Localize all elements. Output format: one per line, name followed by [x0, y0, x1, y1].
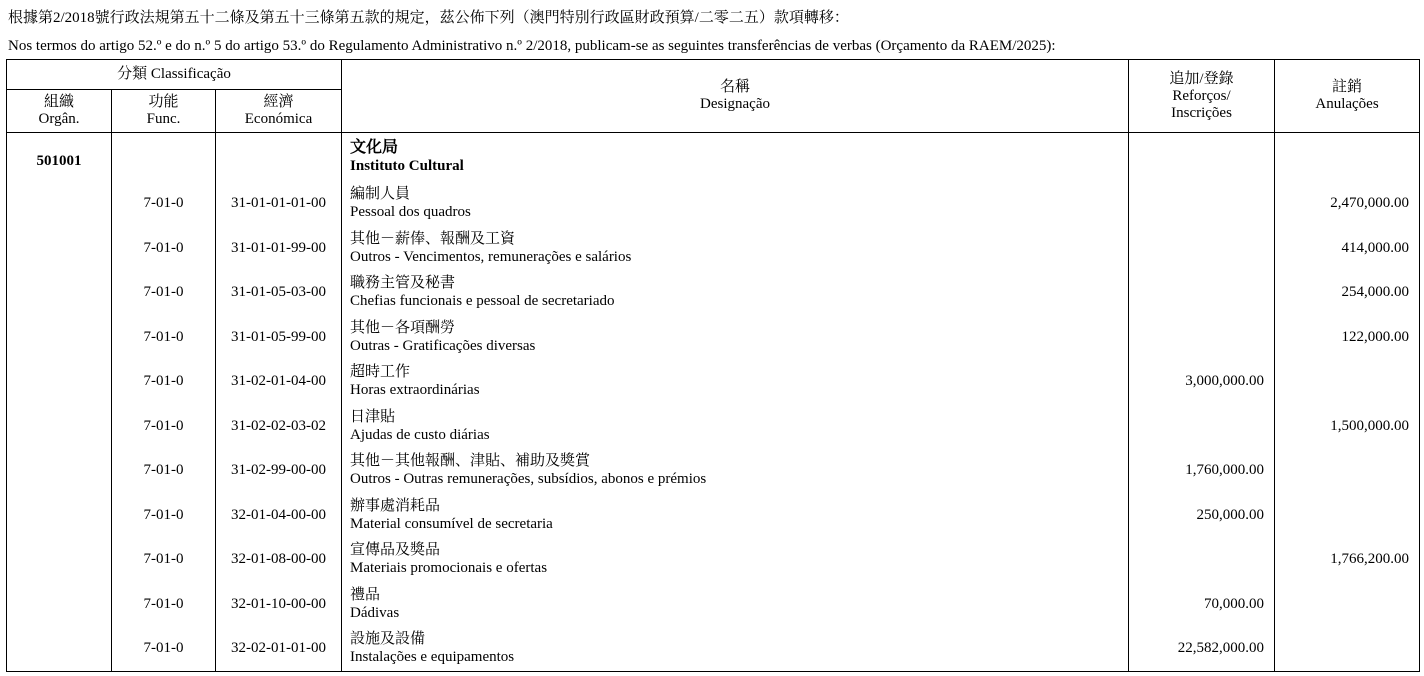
- designation-zh: 禮品: [350, 586, 381, 603]
- economic-code: 32-01-08-00-00: [216, 537, 342, 582]
- org-cell: [7, 626, 112, 671]
- designation-zh: 日津貼: [350, 408, 396, 425]
- designation: [342, 226, 1129, 271]
- header-reinforcements-pt2: Inscrições: [1171, 104, 1232, 121]
- economic-code: 32-01-04-00-00: [216, 493, 342, 538]
- header-designation: [342, 60, 1129, 133]
- designation: [342, 181, 1129, 226]
- designation-pt: Outros - Vencimentos, remunerações e salários: [350, 248, 632, 265]
- org-cell: [7, 270, 112, 315]
- designation: [342, 582, 1129, 627]
- table-row: [7, 404, 1420, 449]
- function-code: 7-01-0: [112, 359, 216, 404]
- annulment-amount: 414,000.00: [1275, 226, 1420, 271]
- header-reinforcements-pt1: Reforços/: [1172, 87, 1231, 104]
- function-code: 7-01-0: [112, 315, 216, 360]
- function-code: 7-01-0: [112, 582, 216, 627]
- annulment-amount: [1275, 359, 1420, 404]
- designation-pt: Dádivas: [350, 604, 400, 621]
- designation-zh: 其他－其他報酬、津貼、補助及獎賞: [350, 453, 591, 470]
- org-cell: [7, 359, 112, 404]
- designation-zh: 職務主管及秘書: [350, 275, 456, 292]
- designation: [342, 493, 1129, 538]
- designation-zh: 超時工作: [350, 364, 411, 381]
- org-cell: [7, 537, 112, 582]
- annulment-amount: 122,000.00: [1275, 315, 1420, 360]
- header-annulments: [1275, 60, 1420, 133]
- designation: [342, 315, 1129, 360]
- function-code: 7-01-0: [112, 181, 216, 226]
- organization-name-zh: 文化局: [350, 139, 399, 156]
- economic-code: 31-02-99-00-00: [216, 448, 342, 493]
- annulment-amount: 1,500,000.00: [1275, 404, 1420, 449]
- designation-zh: 編制人員: [350, 186, 411, 203]
- reinforcement-amount: [1129, 270, 1275, 315]
- header-organ-zh: 組織: [43, 94, 74, 110]
- header-economic-zh: 經濟: [263, 94, 294, 110]
- table-row: [7, 181, 1420, 226]
- designation: [342, 448, 1129, 493]
- org-cell: [7, 226, 112, 271]
- organization-code: 501001: [7, 133, 112, 182]
- designation: [342, 404, 1129, 449]
- org-cell: [7, 404, 112, 449]
- header-designation-zh: 名稱: [720, 79, 751, 95]
- org-cell: [7, 181, 112, 226]
- annulment-amount: 2,470,000.00: [1275, 181, 1420, 226]
- header-function-zh: 功能: [148, 94, 179, 110]
- designation-zh: 辦事處消耗品: [350, 497, 441, 514]
- designation-zh: 其他－各項酬勞: [350, 319, 456, 336]
- reinforcement-amount: [1129, 181, 1275, 226]
- function-code: 7-01-0: [112, 226, 216, 271]
- reinforcement-amount: [1129, 226, 1275, 271]
- table-row: [7, 582, 1420, 627]
- designation-pt: Materiais promocionais e ofertas: [350, 560, 548, 577]
- reinforcement-amount: 3,000,000.00: [1129, 359, 1275, 404]
- transfer-table: [6, 59, 1420, 672]
- function-code: 7-01-0: [112, 537, 216, 582]
- function-code: 7-01-0: [112, 270, 216, 315]
- intro-portuguese: Nos termos do artigo 52.º e do n.º 5 do artigo 53.º do Regulamento Administrativo n.º 2/2018, publicam-se as seguintes transferências de verbas (Orçamento da RAEM/2025):: [8, 38, 1056, 54]
- designation-zh: 其他－薪俸、報酬及工資: [350, 230, 516, 247]
- header-organ-pt: Orgân.: [38, 111, 80, 127]
- organization-name-pt: Instituto Cultural: [350, 158, 464, 174]
- designation-pt: Horas extraordinárias: [350, 382, 480, 399]
- economic-code: 32-01-10-00-00: [216, 582, 342, 627]
- reinforcement-amount: 70,000.00: [1129, 582, 1275, 627]
- designation-zh: 宣傳品及獎品: [350, 542, 441, 559]
- organization-func-cell: [112, 133, 216, 182]
- table-row: [7, 493, 1420, 538]
- reinforcement-amount: [1129, 315, 1275, 360]
- designation-pt: Pessoal dos quadros: [350, 204, 471, 221]
- table-row: [7, 226, 1420, 271]
- designation-zh: 設施及設備: [350, 631, 426, 648]
- table-row: [7, 448, 1420, 493]
- annulment-amount: [1275, 626, 1420, 671]
- header-function: [112, 90, 216, 133]
- header-function-pt: Func.: [146, 111, 181, 127]
- header-classification: 分類 Classificação: [7, 60, 342, 90]
- header-annulments-zh: 註銷: [1332, 79, 1363, 95]
- organization-row: [7, 133, 1420, 182]
- designation-pt: Material consumível de secretaria: [350, 515, 553, 532]
- organization-eco-cell: [216, 133, 342, 182]
- economic-code: 31-02-02-03-02: [216, 404, 342, 449]
- annulment-amount: 254,000.00: [1275, 270, 1420, 315]
- header-economic-pt: Económica: [244, 111, 313, 127]
- header-reinforcements: [1129, 60, 1275, 133]
- table-row: [7, 315, 1420, 360]
- reinforcement-amount: 1,760,000.00: [1129, 448, 1275, 493]
- economic-code: 31-02-01-04-00: [216, 359, 342, 404]
- designation-pt: Instalações e equipamentos: [350, 649, 515, 666]
- economic-code: 31-01-01-01-00: [216, 181, 342, 226]
- header-annulments-pt: Anulações: [1315, 96, 1379, 112]
- designation-pt: Ajudas de custo diárias: [350, 426, 490, 443]
- function-code: 7-01-0: [112, 493, 216, 538]
- function-code: 7-01-0: [112, 626, 216, 671]
- designation: [342, 626, 1129, 671]
- org-cell: [7, 582, 112, 627]
- reinforcement-amount: [1129, 404, 1275, 449]
- designation: [342, 537, 1129, 582]
- annulment-amount: [1275, 448, 1420, 493]
- header-economic: [216, 90, 342, 133]
- table-row: [7, 270, 1420, 315]
- reinforcement-amount: 22,582,000.00: [1129, 626, 1275, 671]
- designation-pt: Chefias funcionais e pessoal de secretariado: [350, 293, 615, 310]
- header-designation-pt: Designação: [700, 96, 770, 112]
- annulment-amount: [1275, 582, 1420, 627]
- table-row: [7, 537, 1420, 582]
- organization-reinforce-cell: [1129, 133, 1275, 182]
- economic-code: 32-02-01-01-00: [216, 626, 342, 671]
- reinforcement-amount: [1129, 537, 1275, 582]
- organization-annul-cell: [1275, 133, 1420, 182]
- organization-name: [342, 133, 1129, 182]
- header-reinforcements-zh: 追加/登錄: [1169, 70, 1234, 87]
- annulment-amount: [1275, 493, 1420, 538]
- designation: [342, 270, 1129, 315]
- economic-code: 31-01-01-99-00: [216, 226, 342, 271]
- designation-pt: Outras - Gratificações diversas: [350, 337, 536, 354]
- table-row: [7, 359, 1420, 404]
- designation: [342, 359, 1129, 404]
- economic-code: 31-01-05-03-00: [216, 270, 342, 315]
- designation-pt: Outros - Outras remunerações, subsídios, abonos e prémios: [350, 471, 707, 488]
- org-cell: [7, 493, 112, 538]
- economic-code: 31-01-05-99-00: [216, 315, 342, 360]
- org-cell: [7, 315, 112, 360]
- intro-chinese: 根據第2/2018號行政法規第五十二條及第五十三條第五款的規定，茲公佈下列（澳門特別行政區財政預算/二零二五）款項轉移：: [8, 10, 849, 26]
- annulment-amount: 1,766,200.00: [1275, 537, 1420, 582]
- reinforcement-amount: 250,000.00: [1129, 493, 1275, 538]
- function-code: 7-01-0: [112, 404, 216, 449]
- table-row: [7, 626, 1420, 671]
- header-organ: [7, 90, 112, 133]
- org-cell: [7, 448, 112, 493]
- function-code: 7-01-0: [112, 448, 216, 493]
